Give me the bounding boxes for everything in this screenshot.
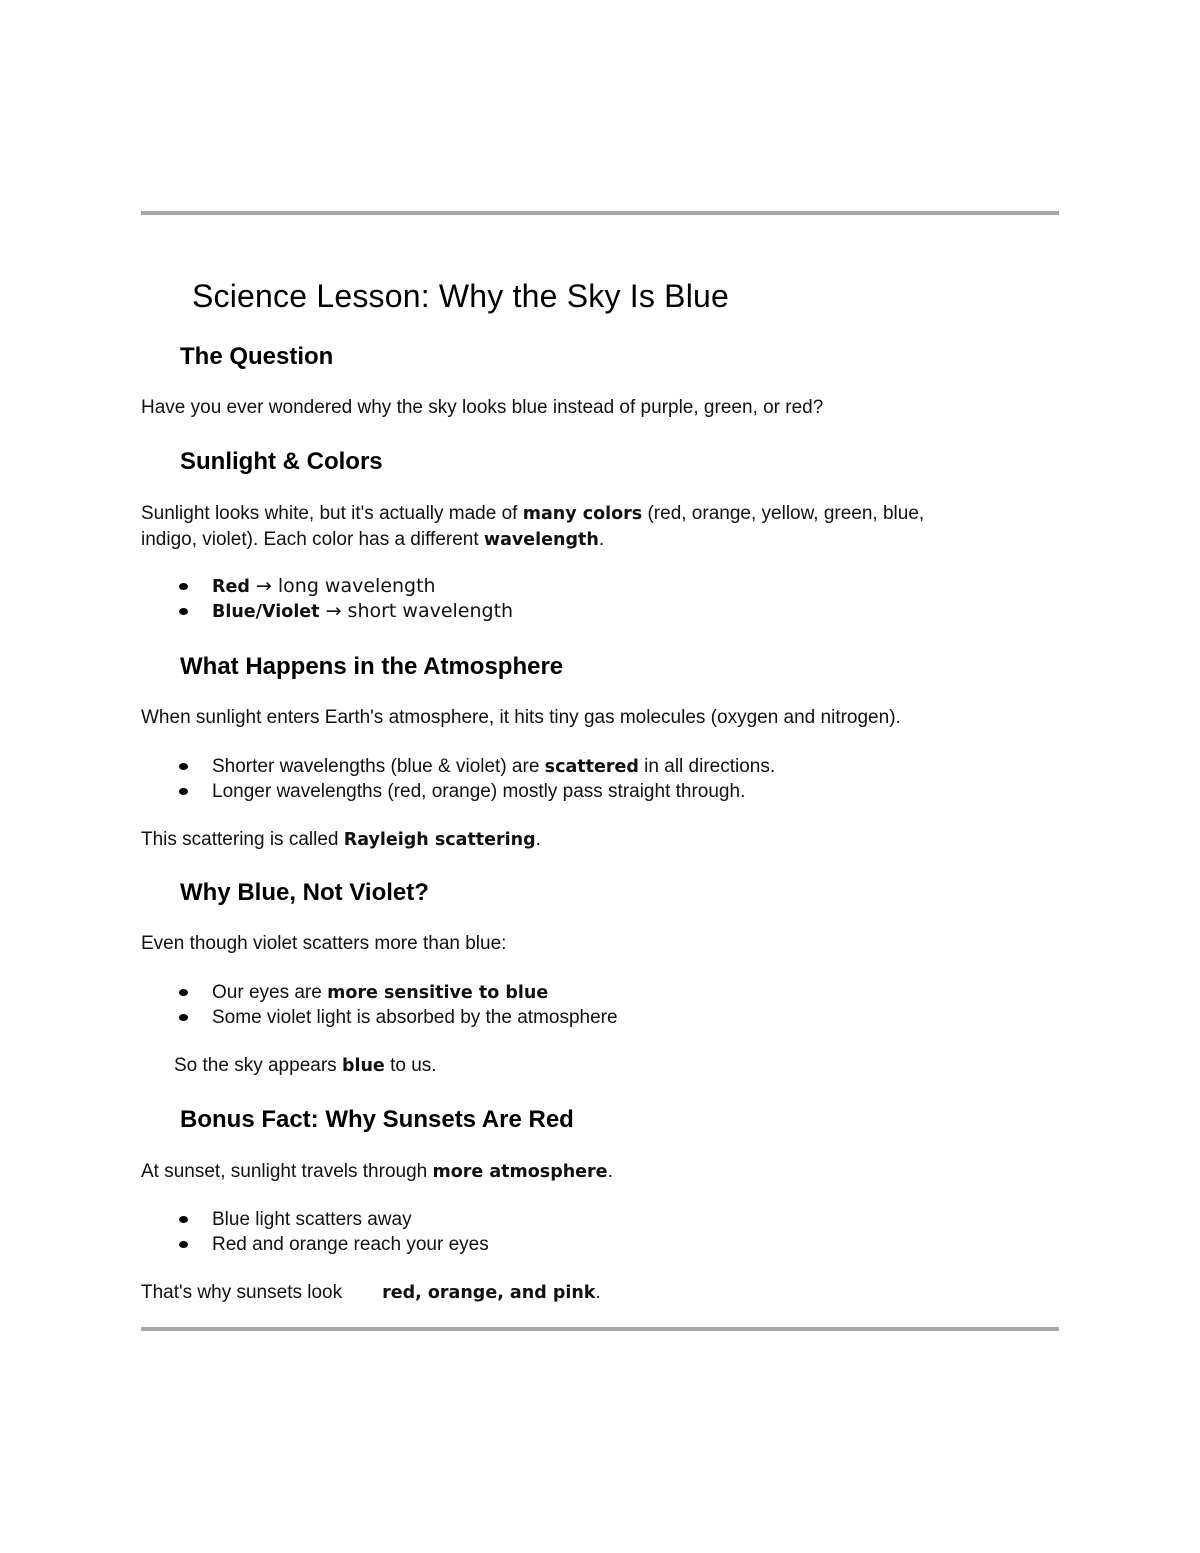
list-item bbox=[179, 599, 513, 624]
list-item-text: Our eyes are bbox=[212, 982, 328, 1003]
sky-blue-bold: blue bbox=[341, 1056, 385, 1076]
heading-the-question: The Question bbox=[180, 343, 334, 370]
bottom-divider bbox=[141, 1327, 1059, 1331]
list-item-text: Blue light scatters away bbox=[212, 1209, 412, 1230]
atmosphere-text: When sunlight enters Earth's atmosphere, it hits tiny gas molecules (oxygen and nitrogen). bbox=[141, 707, 901, 728]
list-item bbox=[179, 980, 618, 1005]
list-item-text: → long wavelength bbox=[249, 575, 436, 597]
sky-blue-text-a: So the sky appears bbox=[174, 1055, 342, 1076]
sunset-bold: more atmosphere bbox=[432, 1162, 608, 1182]
bullet-icon bbox=[179, 608, 188, 615]
list-item-text: Longer wavelengths (red, orange) mostly pass straight through. bbox=[212, 781, 746, 802]
sunlight-line2-b: . bbox=[598, 529, 605, 550]
list-item bbox=[179, 1207, 489, 1232]
heading-atmosphere: What Happens in the Atmosphere bbox=[180, 653, 564, 680]
list-item-bold: more sensitive to blue bbox=[327, 983, 549, 1003]
sunlight-line2-a: indigo, violet). Each color has a different bbox=[141, 529, 484, 550]
list-item bbox=[179, 1232, 489, 1257]
list-item bbox=[179, 574, 513, 599]
bullet-icon bbox=[179, 1014, 188, 1021]
sunlight-text-line-2 bbox=[141, 527, 604, 553]
sunset-text bbox=[141, 1159, 613, 1185]
violet-text: Even though violet scatters more than blue: bbox=[141, 933, 507, 954]
sunset-conclusion bbox=[141, 1280, 601, 1306]
rayleigh-bold: Rayleigh scattering bbox=[343, 830, 536, 850]
sunlight-line2-bold: wavelength bbox=[483, 530, 599, 550]
list-item-text: Some violet light is absorbed by the atmosphere bbox=[212, 1007, 618, 1028]
list-item-text: Red and orange reach your eyes bbox=[212, 1234, 489, 1255]
sunset-conclusion-a: That's why sunsets look bbox=[141, 1282, 343, 1303]
sunlight-line1-a: Sunlight looks white, but it's actually made of bbox=[141, 503, 523, 524]
sunset-text-b: . bbox=[607, 1161, 613, 1182]
list-item-bold: Blue/Violet bbox=[212, 602, 320, 622]
violet-list bbox=[179, 980, 618, 1030]
sky-blue-text bbox=[174, 1053, 437, 1079]
sky-blue-text-b: to us. bbox=[384, 1055, 437, 1076]
sunset-conclusion-bold: red, orange, and pink bbox=[382, 1283, 596, 1303]
rayleigh-text-a: This scattering is called bbox=[141, 829, 344, 850]
sunlight-line1-b: (red, orange, yellow, green, blue, bbox=[642, 503, 925, 524]
list-item-bold: Red bbox=[212, 577, 250, 597]
bullet-icon bbox=[179, 788, 188, 795]
bullet-icon bbox=[179, 763, 188, 770]
list-item bbox=[179, 754, 775, 779]
wavelength-list bbox=[179, 574, 513, 624]
heading-bonus-fact: Bonus Fact: Why Sunsets Are Red bbox=[180, 1106, 574, 1133]
list-item-bold: scattered bbox=[544, 757, 639, 777]
list-item-text-end: in all directions. bbox=[638, 756, 776, 777]
rayleigh-text-b: . bbox=[535, 829, 541, 850]
heading-why-blue: Why Blue, Not Violet? bbox=[180, 879, 429, 906]
sunlight-line1-bold: many colors bbox=[522, 504, 643, 524]
top-divider bbox=[141, 211, 1059, 215]
sunset-list bbox=[179, 1207, 489, 1257]
heading-sunlight-colors: Sunlight & Colors bbox=[180, 448, 383, 475]
list-item-text: → short wavelength bbox=[319, 600, 514, 622]
list-item-text: Shorter wavelengths (blue & violet) are bbox=[212, 756, 545, 777]
sunlight-text-line-1 bbox=[141, 501, 924, 527]
list-item bbox=[179, 1005, 618, 1030]
sunset-text-a: At sunset, sunlight travels through bbox=[141, 1161, 433, 1182]
atmosphere-list bbox=[179, 754, 775, 804]
bullet-icon bbox=[179, 1241, 188, 1248]
bullet-icon bbox=[179, 1216, 188, 1223]
sunset-conclusion-b: . bbox=[595, 1282, 601, 1303]
bullet-icon bbox=[179, 583, 188, 590]
question-text: Have you ever wondered why the sky looks blue instead of purple, green, or red? bbox=[141, 397, 824, 418]
bullet-icon bbox=[179, 989, 188, 996]
list-item bbox=[179, 779, 775, 804]
page-title: Science Lesson: Why the Sky Is Blue bbox=[192, 278, 730, 314]
rayleigh-text bbox=[141, 827, 541, 853]
